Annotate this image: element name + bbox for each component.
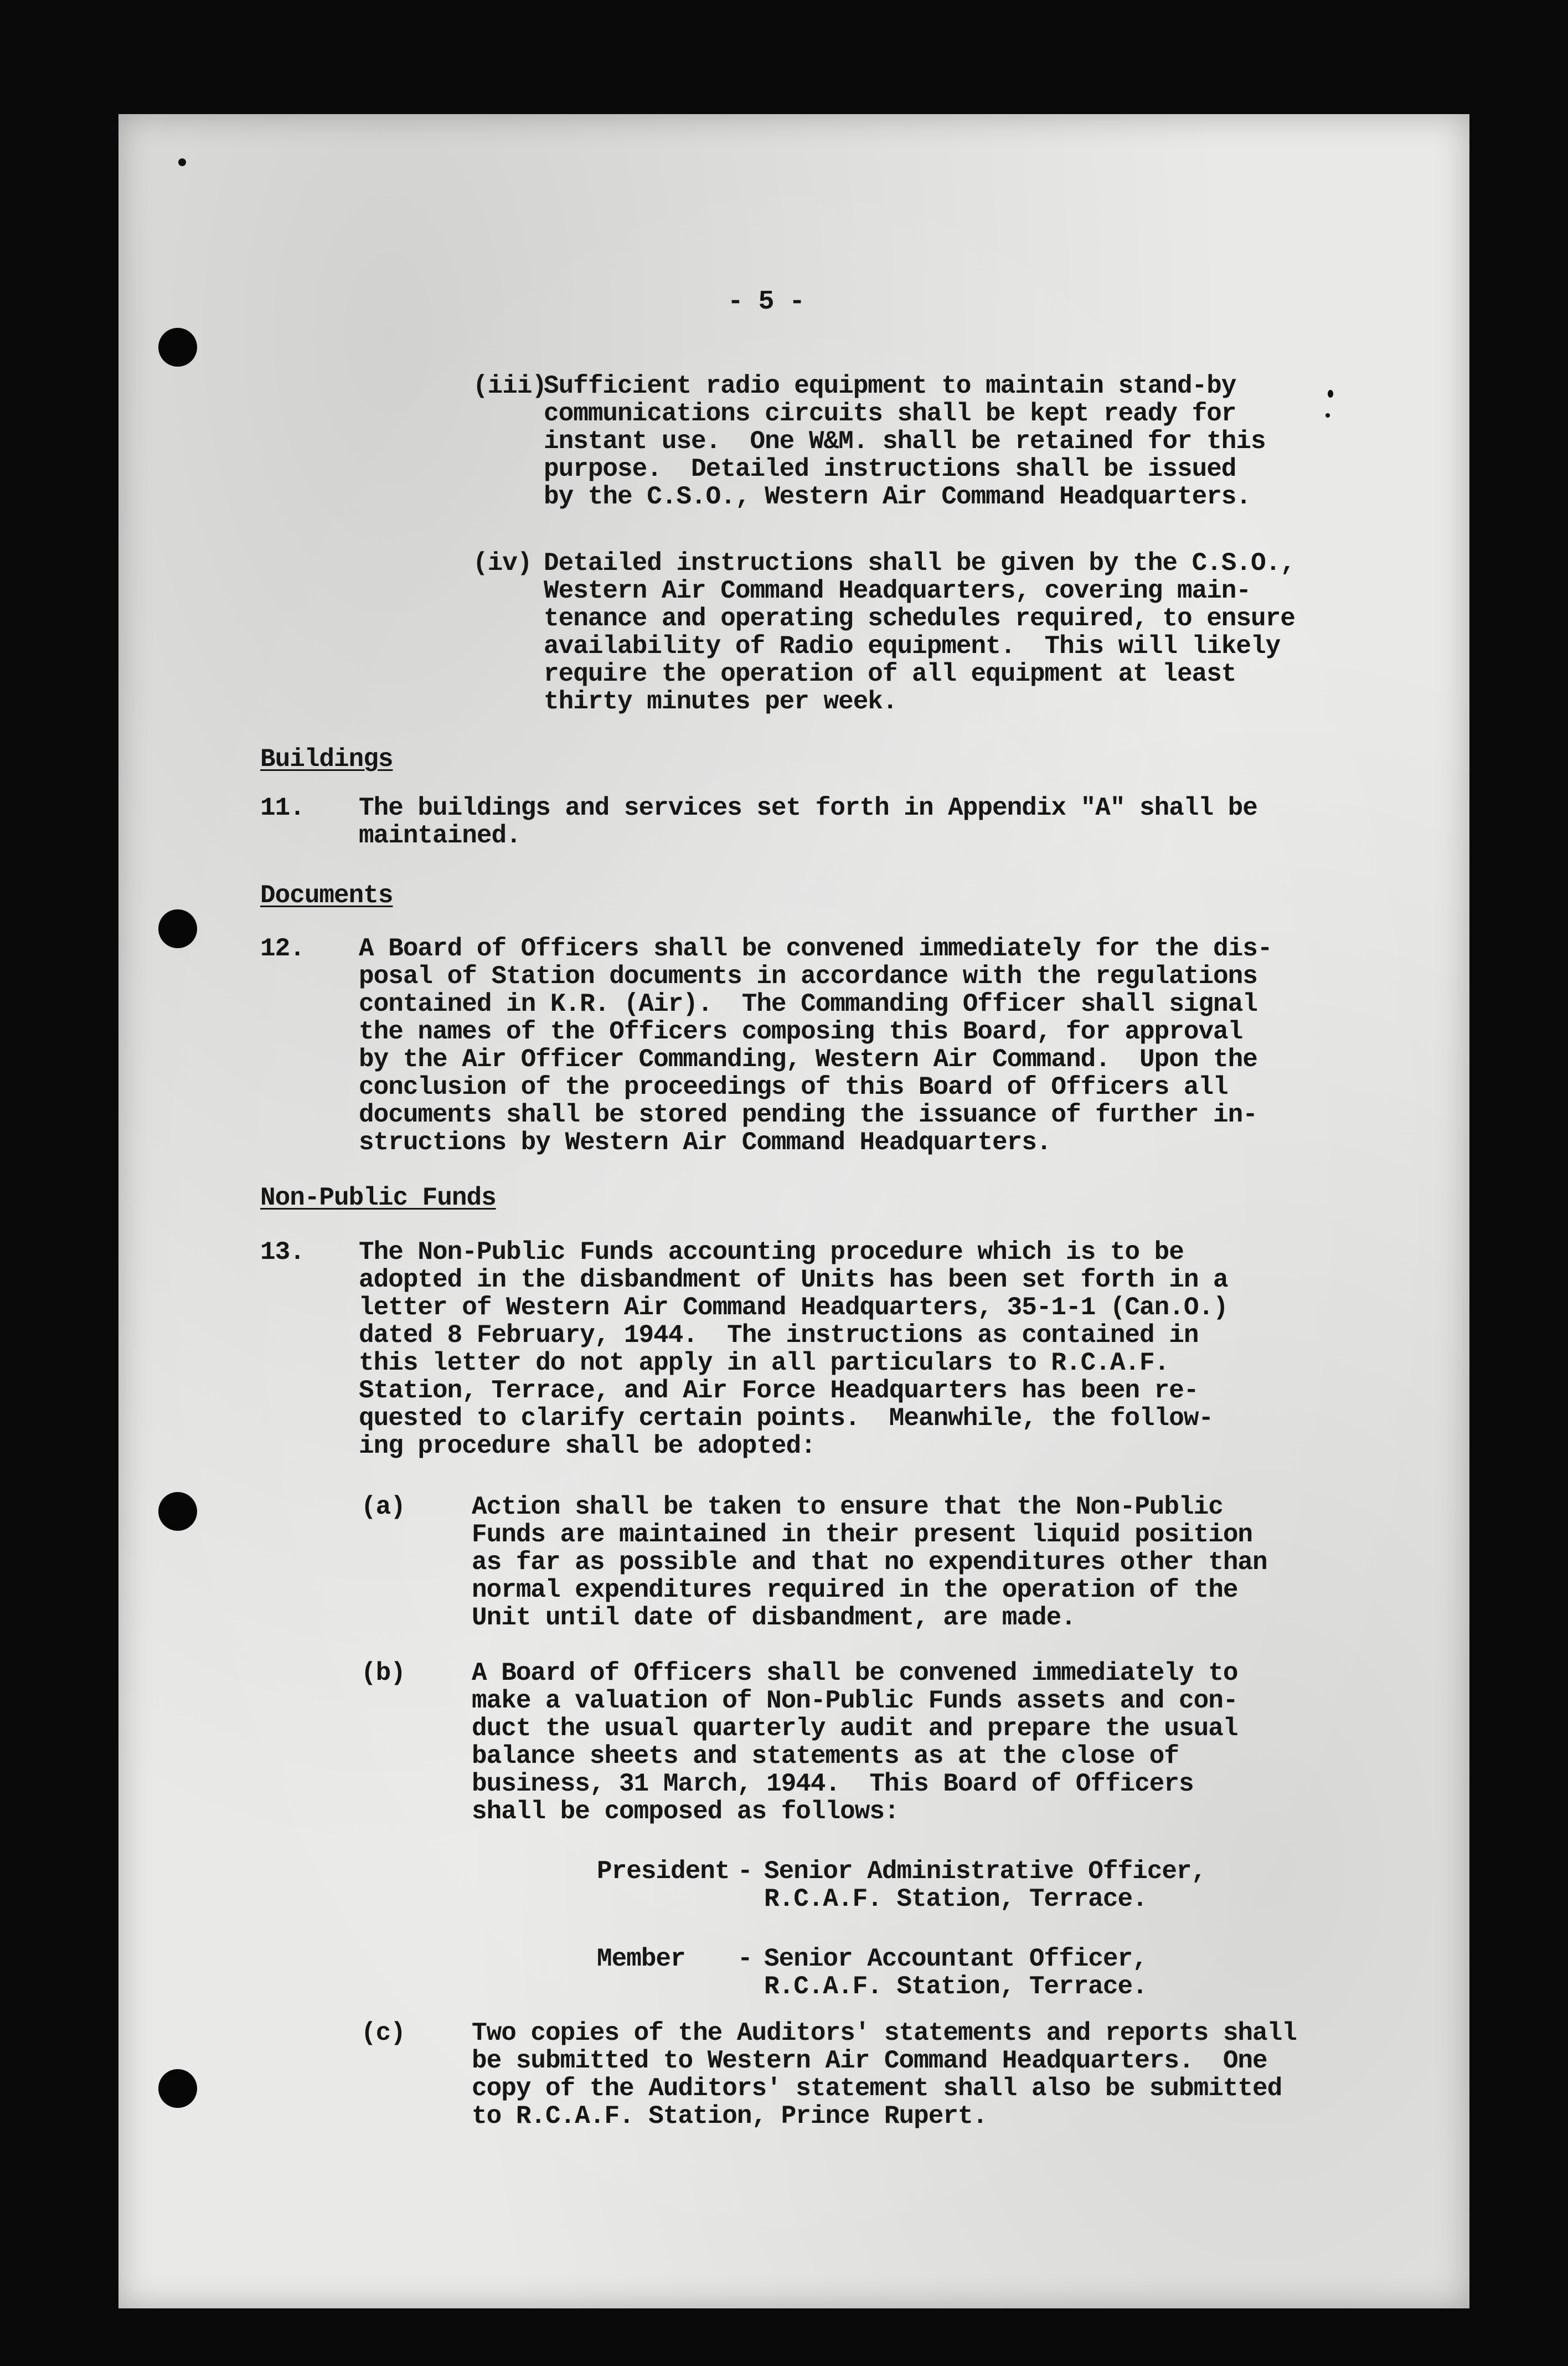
board-member-role: Member [597,1945,685,1973]
document-page [118,114,1469,2308]
subpara-b-label: (b) [361,1659,405,1688]
item-iv-text: Detailed instructions shall be given by the C.S.O., Western Air Command Headquarters, covering main- tenance and operating schedules required, to ensure availability of Radio equipment. This will likely require the operation of all equipment at least thirty minutes per week. [544,549,1295,716]
punch-hole-4 [158,2069,197,2108]
board-president-role: President [597,1857,730,1886]
board-president-dash: - [737,1857,752,1886]
item-iii-text: Sufficient radio equipment to maintain stand-by communications circuits shall be kept ready for instant use. One W&M. shall be retained for this purpose. Detailed instructions shall be issued by the C.S.O., Western Air Command Headquarters. [544,372,1266,511]
heading-buildings: Buildings [260,745,393,774]
punch-hole-1 [158,328,197,367]
speck-2 [1328,390,1333,398]
para-13-number: 13. [260,1238,305,1267]
punch-hole-3 [158,1492,197,1531]
board-president-text: Senior Administrative Officer, R.C.A.F. Station, Terrace. [764,1857,1206,1914]
item-iii-label: (iii) [473,372,547,400]
page-number: - 5 - [728,287,805,317]
para-11-number: 11. [260,794,305,822]
punch-hole-2 [158,909,197,948]
subpara-a-label: (a) [361,1493,405,1521]
para-11-text: The buildings and services set forth in Appendix "A" shall be maintained. [359,794,1257,850]
subpara-a-text: Action shall be taken to ensure that the Non-Public Funds are maintained in their present liquid position as far as possible and that no expenditures other than normal expenditures required in the operation of the Unit until date of disbandment, are made. [472,1493,1267,1632]
board-member-dash: - [737,1945,752,1973]
speck-1 [178,158,186,166]
para-13-text: The Non-Public Funds accounting procedure which is to be adopted in the disbandment of Units has been set forth in a letter of Western Air Command Headquarters, 35-1-1 (Can.O.) dated 8 February, 1944. The instructions as contained in this letter do not apply in all particulars to R.C.A.F. Station, Terrace, and Air Force Headquarters has been re- quested to clarify certain points. Meanwhile, the follow- ing procedure shall be adopted: [359,1238,1228,1460]
subpara-c-label: (c) [361,2019,405,2048]
board-member-text: Senior Accountant Officer, R.C.A.F. Station, Terrace. [764,1945,1147,2001]
subpara-b-text: A Board of Officers shall be convened immediately to make a valuation of Non-Public Funds assets and con- duct the usual quarterly audit and prepare the usual balance sheets and statements as at the close of business, 31 March, 1944. This Board of Officers shall be composed as follows: [472,1659,1238,1826]
para-12-text: A Board of Officers shall be convened immediately for the dis- posal of Station documents in accordance with the regulations contained in K.R. (Air). The Commanding Officer shall signal the names of the Officers composing this Board, for approval by the Air Officer Commanding, Western Air Command. Upon the conclusion of the proceedings of this Board of Officers all documents shall be stored pending the issuance of further in- structions by Western Air Command Headquarters. [359,934,1272,1157]
speck-3 [1325,413,1330,418]
heading-non-public-funds: Non-Public Funds [260,1184,496,1212]
heading-documents: Documents [260,881,393,910]
para-12-number: 12. [260,934,305,963]
item-iv-label: (iv) [473,549,532,578]
subpara-c-text: Two copies of the Auditors' statements and reports shall be submitted to Western Air Command Headquarters. One copy of the Auditors' statement shall also be submitted to R.C.A.F. Station, Prince Rupert. [472,2019,1297,2131]
